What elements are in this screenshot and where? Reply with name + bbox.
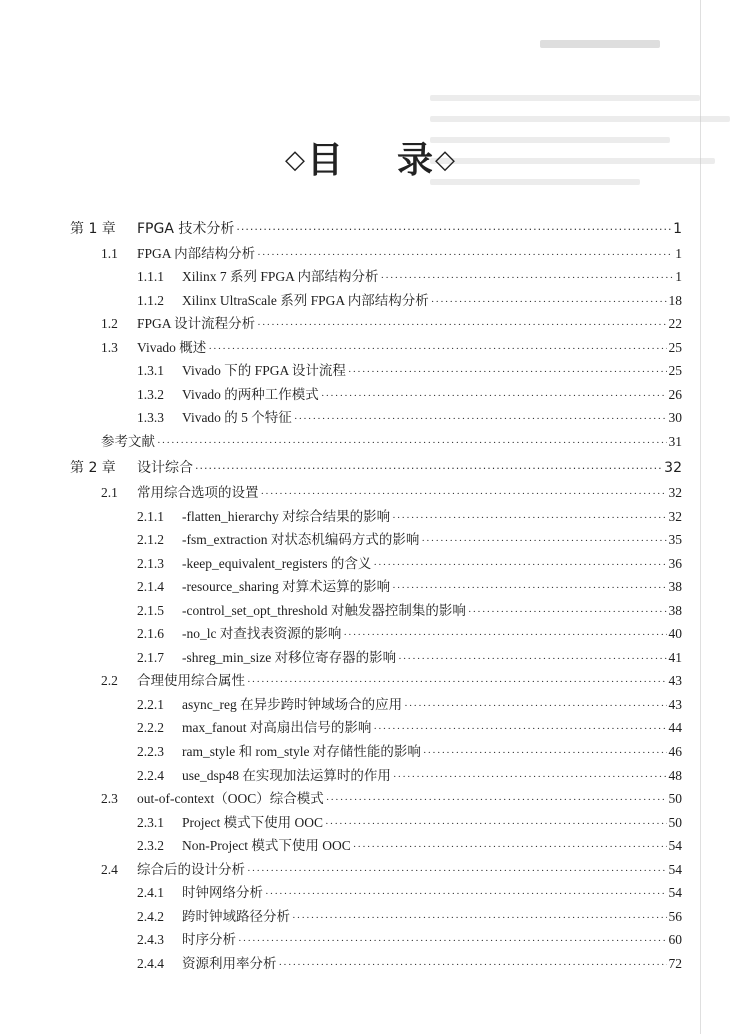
toc-entry-sub[interactable] (0, 622, 742, 646)
toc-entry-line (182, 289, 682, 315)
toc-entry-line (182, 764, 682, 790)
toc-entry-sub[interactable] (0, 265, 742, 289)
toc-entry-title: FPGA 技术分析 (137, 221, 235, 237)
toc-entry-number: 2.4.1 (137, 885, 164, 901)
toc-entry-number: 2.1.7 (137, 649, 164, 665)
toc-entry-page: 54 (668, 885, 682, 901)
toc-entry-line (137, 336, 682, 362)
toc-entry-line (182, 599, 682, 625)
dot-leader (247, 671, 667, 695)
toc-entry-page: 43 (668, 696, 682, 712)
toc-entry-section[interactable] (0, 242, 742, 266)
toc-entry-page: 25 (668, 339, 682, 355)
toc-entry-number: 1.2 (101, 316, 118, 332)
toc-entry-title: Vivado 的两种工作模式 (182, 386, 319, 402)
toc-entry-chapter[interactable] (0, 457, 742, 481)
dot-leader (195, 457, 662, 481)
toc-entry-line (182, 575, 682, 601)
toc-entry-line (137, 218, 682, 242)
toc-entry-line (182, 505, 682, 531)
toc-entry-sub[interactable] (0, 693, 742, 717)
bleed-through-header (540, 40, 660, 48)
toc-entry-section[interactable] (0, 787, 742, 811)
dot-leader (353, 836, 667, 860)
toc-entry-number: 2.4 (101, 861, 118, 877)
toc-entry-page: 72 (668, 955, 682, 971)
toc-entry-title: -shreg_min_size 对移位寄存器的影响 (182, 649, 397, 665)
toc-entry-page: 1 (673, 221, 682, 237)
dot-leader (392, 507, 666, 531)
dot-leader (398, 648, 666, 672)
toc-entry-number: 2.2.1 (137, 696, 164, 712)
dot-leader (423, 742, 667, 766)
toc-entry-title: 资源利用率分析 (182, 955, 277, 971)
toc-entry-line (137, 669, 682, 695)
dot-leader (392, 577, 666, 601)
toc-entry-number: 2.2 (101, 673, 118, 689)
toc-entry-page: 50 (668, 791, 682, 807)
toc-entry-number: 2.4.4 (137, 955, 164, 971)
toc-entry-line (182, 552, 682, 578)
toc-entry-number: 1.1.1 (137, 269, 164, 285)
toc-entry-page: 26 (668, 386, 682, 402)
toc-entry-number: 第 1 章 (70, 221, 116, 237)
toc-entry-sub[interactable] (0, 528, 742, 552)
toc-entry-number: 2.1.2 (137, 532, 164, 548)
toc-entry-page: 38 (668, 602, 682, 618)
toc-entry-sub[interactable] (0, 740, 742, 764)
toc-entry-line (182, 528, 682, 554)
toc-entry-title: Non-Project 模式下使用 OOC (182, 838, 351, 854)
toc-entry-page: 22 (668, 316, 682, 332)
toc-entry-line (182, 693, 682, 719)
toc-entry-page: 18 (668, 292, 682, 308)
toc-entry-line (137, 312, 682, 338)
toc-entry-number: 2.1.4 (137, 579, 164, 595)
dot-leader (157, 432, 667, 456)
toc-entry-line (182, 383, 682, 409)
toc-entry-title: Vivado 概述 (137, 339, 207, 355)
toc-entry-line (137, 457, 682, 481)
toc-entry-title: ram_style 和 rom_style 对存储性能的影响 (182, 744, 421, 760)
toc-entry-page: 46 (668, 744, 682, 760)
toc-entry-number: 2.1 (101, 485, 118, 501)
dot-leader (257, 314, 666, 338)
toc-entry-number: 2.3 (101, 791, 118, 807)
toc-entry-title: -no_lc 对查找表资源的影响 (182, 626, 342, 642)
toc-entry-title: 时钟网络分析 (182, 885, 263, 901)
toc-entry-sub[interactable] (0, 811, 742, 835)
toc-entry-title: max_fanout 对高扇出信号的影响 (182, 720, 372, 736)
toc-entry-page: 56 (668, 908, 682, 924)
toc-entry-page: 1 (675, 245, 682, 261)
dot-leader (247, 860, 667, 884)
toc-entry-section[interactable] (0, 312, 742, 336)
toc-entry-line (182, 952, 682, 978)
toc-entry-title: -keep_equivalent_registers 的含义 (182, 555, 372, 571)
toc-entry-sub[interactable] (0, 505, 742, 529)
toc-entry-title: async_reg 在异步跨时钟域场合的应用 (182, 696, 403, 712)
toc-entry-line (182, 811, 682, 837)
toc-entry-sub[interactable] (0, 383, 742, 407)
toc-entry-line (137, 242, 682, 268)
dot-leader (343, 624, 666, 648)
toc-entry-line (182, 905, 682, 931)
toc-entry-title: 跨时钟域路径分析 (182, 908, 290, 924)
toc-entry-title: 综合后的设计分析 (137, 861, 245, 877)
toc-entry-page: 40 (668, 626, 682, 642)
toc-entry-number: 2.4.2 (137, 908, 164, 924)
toc-entry-page: 32 (664, 460, 682, 477)
toc-entry-number: 1.3 (101, 339, 118, 355)
title-char-2: 录 (397, 139, 436, 181)
toc-entry-line (182, 716, 682, 742)
toc-entry-sub[interactable] (0, 928, 742, 952)
toc-entry-line (137, 858, 682, 884)
toc-entry-page: 25 (668, 363, 682, 379)
toc-entry-line (182, 928, 682, 954)
toc-entry-title: Vivado 下的 FPGA 设计流程 (182, 363, 346, 379)
toc-entry-sub[interactable] (0, 552, 742, 576)
toc-entry-line (182, 622, 682, 648)
toc-entry-sub[interactable] (0, 599, 742, 623)
toc-entry-sub[interactable] (0, 575, 742, 599)
toc-entry-page: 36 (668, 555, 682, 571)
toc-entry-number: 2.1.3 (137, 555, 164, 571)
toc-entry-title: -control_set_opt_threshold 对触发器控制集的影响 (182, 602, 466, 618)
toc-entry-line (182, 740, 682, 766)
toc-entry-line (182, 265, 682, 291)
toc-entry-page: 32 (668, 508, 682, 524)
toc-entry-number: 2.1.1 (137, 508, 164, 524)
toc-entry-number: 2.2.2 (137, 720, 164, 736)
toc-entry-number: 1.3.2 (137, 386, 164, 402)
dot-leader (261, 483, 667, 507)
toc-entry-section[interactable] (0, 336, 742, 360)
toc-entry-page: 41 (668, 649, 682, 665)
toc-entry-number: 1.3.3 (137, 410, 164, 426)
toc-entry-sub[interactable] (0, 952, 742, 976)
dot-leader (431, 291, 667, 315)
dot-leader (421, 530, 666, 554)
toc-entry-number: 2.4.3 (137, 932, 164, 948)
toc-entry-chapter[interactable] (0, 218, 742, 242)
toc-entry-number: 2.1.6 (137, 626, 164, 642)
toc-entry-sub[interactable] (0, 834, 742, 858)
toc-entry-sub[interactable] (0, 359, 742, 383)
toc-entry-sub[interactable] (0, 881, 742, 905)
toc-entry-line (182, 646, 682, 672)
toc-entry-title: FPGA 内部结构分析 (137, 245, 256, 261)
toc-entry-title: -resource_sharing 对算术运算的影响 (182, 579, 391, 595)
toc-entry-title: -fsm_extraction 对状态机编码方式的影响 (182, 532, 420, 548)
toc-entry-number: 2.3.2 (137, 838, 164, 854)
toc-entry-number: 1.1.2 (137, 292, 164, 308)
toc-entry-line (182, 406, 682, 432)
toc-entry-page: 50 (668, 814, 682, 830)
toc-entry-title: 设计综合 (137, 460, 193, 477)
toc-entry-title: FPGA 设计流程分析 (137, 316, 256, 332)
toc-entry-sub[interactable] (0, 406, 742, 430)
dot-leader (294, 408, 667, 432)
toc-entry-sub[interactable] (0, 764, 742, 788)
toc-entry-line (182, 881, 682, 907)
toc-entry-number: 1.1 (101, 245, 118, 261)
dot-leader (292, 907, 667, 931)
toc-entry-line (137, 787, 682, 813)
diamond-ornament-icon: ◇ (284, 145, 307, 175)
toc-entry-sub[interactable] (0, 646, 742, 670)
toc-entry-title: 常用综合选项的设置 (137, 485, 259, 501)
dot-leader (321, 385, 667, 409)
dot-leader (279, 954, 667, 978)
toc-entry-sub[interactable] (0, 905, 742, 929)
toc-entry-page: 30 (668, 410, 682, 426)
toc-entry-title: Vivado 的 5 个特征 (182, 410, 292, 426)
dot-leader (468, 601, 667, 625)
toc-entry-ref[interactable] (0, 430, 742, 454)
toc-entry-title: 时序分析 (182, 932, 236, 948)
toc-entry-number: 1.3.1 (137, 363, 164, 379)
toc-entry-page: 48 (668, 767, 682, 783)
dot-leader (265, 883, 667, 907)
toc-entry-page: 1 (675, 269, 682, 285)
toc-entry-page: 32 (668, 485, 682, 501)
toc-entry-page: 54 (668, 861, 682, 877)
toc-entry-section[interactable] (0, 858, 742, 882)
toc-entry-title: 参考文献 (101, 433, 155, 449)
diamond-ornament-icon: ◇ (435, 145, 458, 175)
dot-leader (348, 361, 667, 385)
toc-entry-page: 60 (668, 932, 682, 948)
dot-leader (381, 267, 674, 291)
toc-entry-page: 38 (668, 579, 682, 595)
dot-leader (208, 338, 666, 362)
toc-entry-line (182, 359, 682, 385)
dot-leader (236, 218, 671, 242)
page-title (0, 132, 742, 183)
toc-entry-page: 31 (668, 433, 682, 449)
dot-leader (326, 789, 667, 813)
toc-entry-number: 2.3.1 (137, 814, 164, 830)
toc-entry-sub[interactable] (0, 289, 742, 313)
dot-leader (373, 718, 666, 742)
toc-entry-line (137, 481, 682, 507)
toc-entry-title: out-of-context（OOC）综合模式 (137, 791, 324, 807)
dot-leader (393, 766, 667, 790)
toc-entry-page: 35 (668, 532, 682, 548)
toc-entry-sub[interactable] (0, 716, 742, 740)
toc-entry-title: use_dsp48 在实现加法运算时的作用 (182, 767, 391, 783)
toc-entry-line (182, 834, 682, 860)
toc-entry-title: 合理使用综合属性 (137, 673, 245, 689)
toc-entry-page: 43 (668, 673, 682, 689)
dot-leader (238, 930, 667, 954)
toc-entry-section[interactable] (0, 481, 742, 505)
dot-leader (325, 813, 667, 837)
toc-entry-section[interactable] (0, 669, 742, 693)
table-of-contents (0, 218, 742, 976)
toc-entry-number: 2.1.5 (137, 602, 164, 618)
toc-entry-number: 2.2.3 (137, 744, 164, 760)
toc-entry-number: 第 2 章 (70, 460, 116, 477)
toc-entry-title: Xilinx 7 系列 FPGA 内部结构分析 (182, 269, 379, 285)
toc-entry-page: 54 (668, 838, 682, 854)
toc-entry-title: -flatten_hierarchy 对综合结果的影响 (182, 508, 391, 524)
dot-leader (404, 695, 666, 719)
toc-entry-page: 44 (668, 720, 682, 736)
toc-entry-title: Project 模式下使用 OOC (182, 814, 323, 830)
toc-entry-title: Xilinx UltraScale 系列 FPGA 内部结构分析 (182, 292, 429, 308)
toc-entry-number: 2.2.4 (137, 767, 164, 783)
title-char-1: 目 (306, 139, 345, 181)
toc-entry-line (101, 430, 682, 456)
dot-leader (257, 244, 673, 268)
dot-leader (373, 554, 666, 578)
